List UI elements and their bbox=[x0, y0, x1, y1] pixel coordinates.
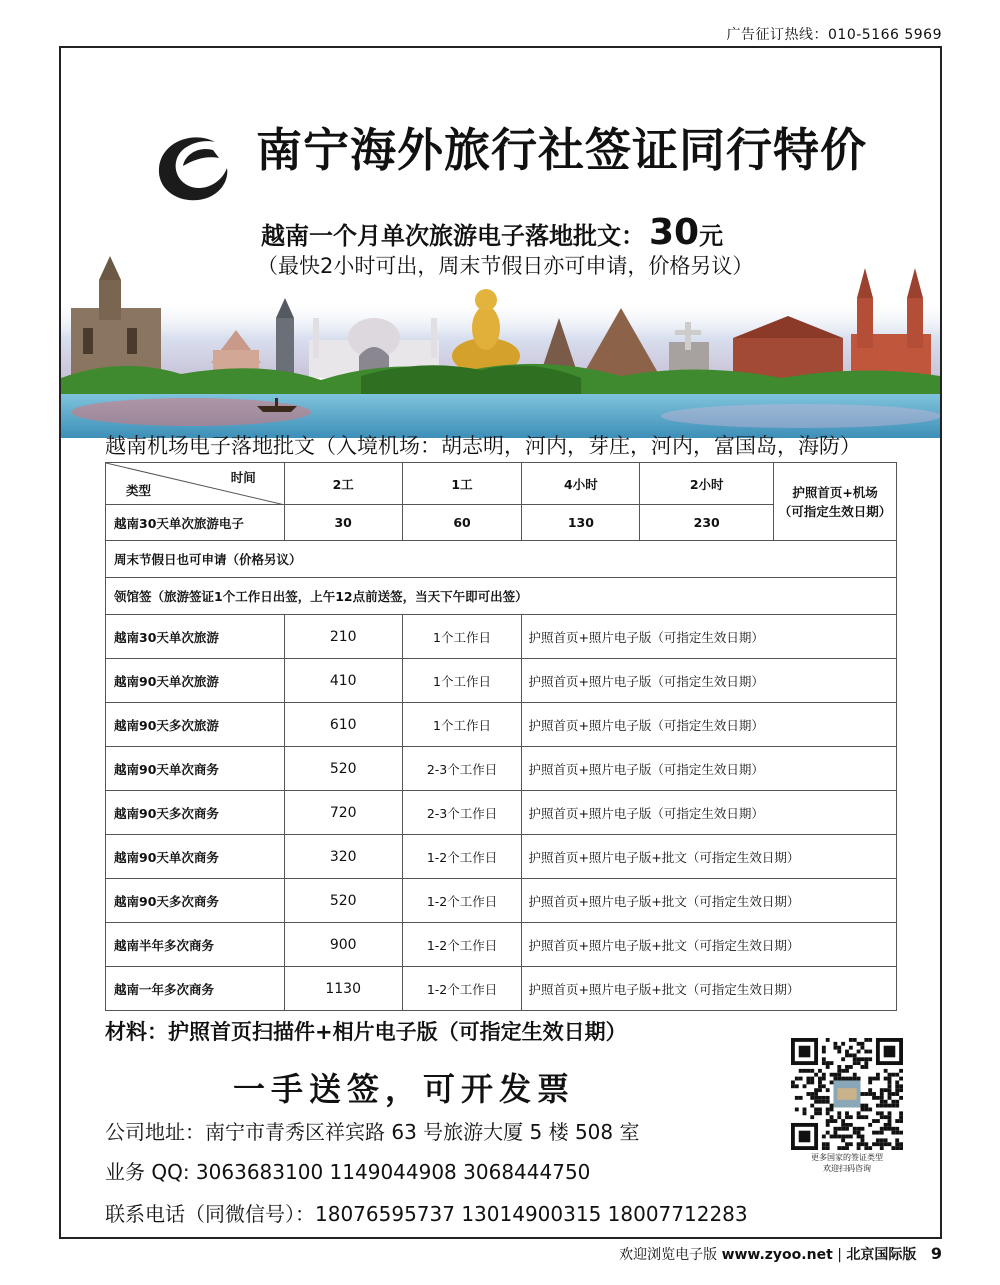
row-price: 610 bbox=[284, 703, 402, 747]
weekend-note: 周末节假日也可申请（价格另议） bbox=[106, 541, 897, 578]
row-time: 1个工作日 bbox=[402, 615, 522, 659]
row-type: 越南半年多次商务 bbox=[106, 923, 285, 967]
row-note: 护照首页+照片电子版（可指定生效日期） bbox=[522, 747, 897, 791]
header-type-label: 类型 bbox=[126, 483, 152, 498]
header-col: 2工 bbox=[284, 463, 402, 505]
agency-logo-icon bbox=[153, 128, 233, 208]
row-note: 护照首页+照片电子版+批文（可指定生效日期） bbox=[522, 967, 897, 1011]
header-col: 4小时 bbox=[522, 463, 640, 505]
table-header-row bbox=[106, 463, 897, 505]
row-time: 1个工作日 bbox=[402, 703, 522, 747]
header-side-note bbox=[774, 463, 897, 541]
table-row bbox=[106, 923, 897, 967]
row-type: 越南30天单次旅游 bbox=[106, 615, 285, 659]
materials-note: 材料：护照首页扫描件+相片电子版（可指定生效日期） bbox=[105, 1020, 627, 1044]
row-time: 2-3个工作日 bbox=[402, 791, 522, 835]
row-type: 越南90天单次旅游 bbox=[106, 659, 285, 703]
headline bbox=[261, 212, 723, 253]
table-row bbox=[106, 659, 897, 703]
qr-caption-line1: 更多国家的签证类型 bbox=[811, 1153, 883, 1162]
row-price: 320 bbox=[284, 835, 402, 879]
slogan: 一手送签，可开发票 bbox=[233, 1070, 576, 1108]
row-time: 1-2个工作日 bbox=[402, 879, 522, 923]
row-note: 护照首页+照片电子版（可指定生效日期） bbox=[522, 615, 897, 659]
consulate-note: 领馆签（旅游签证1个工作日出签，上午12点前送签，当天下午即可出签） bbox=[106, 578, 897, 615]
footer-section: 北京国际版 bbox=[846, 1247, 917, 1263]
qr-caption bbox=[777, 1152, 917, 1174]
table-row bbox=[106, 578, 897, 615]
row-type: 越南90天单次商务 bbox=[106, 835, 285, 879]
row-note: 护照首页+照片电子版（可指定生效日期） bbox=[522, 703, 897, 747]
row-type: 越南30天单次旅游电子 bbox=[106, 505, 285, 541]
header-col: 2小时 bbox=[640, 463, 774, 505]
contact-phone: 联系电话（同微信号）：18076595737 13014900315 18007712283 bbox=[105, 1202, 748, 1226]
row-price: 720 bbox=[284, 791, 402, 835]
headline-unit: 元 bbox=[699, 222, 724, 250]
ad-frame bbox=[59, 46, 942, 1239]
header-time-label: 时间 bbox=[230, 470, 256, 485]
footer-site-link[interactable]: www.zyoo.net bbox=[721, 1247, 833, 1263]
qr-caption-line2: 欢迎扫码咨询 bbox=[823, 1164, 871, 1173]
row-type: 越南90天单次商务 bbox=[106, 747, 285, 791]
row-type: 越南90天多次商务 bbox=[106, 879, 285, 923]
side-note-line1: 护照首页+机场 bbox=[792, 484, 878, 500]
company-address: 公司地址：南宁市青秀区祥宾路 63 号旅游大厦 5 楼 508 室 bbox=[105, 1120, 640, 1144]
table-row bbox=[106, 703, 897, 747]
row-time: 1-2个工作日 bbox=[402, 835, 522, 879]
row-price: 210 bbox=[284, 615, 402, 659]
row-price: 60 bbox=[402, 505, 522, 541]
side-note-line2: （可指定生效日期） bbox=[778, 503, 892, 519]
header-type-time-cell bbox=[106, 463, 285, 505]
page-footer bbox=[619, 1244, 942, 1264]
row-price: 230 bbox=[640, 505, 774, 541]
headline-price: 30 bbox=[649, 212, 700, 253]
row-time: 1个工作日 bbox=[402, 659, 522, 703]
row-price: 30 bbox=[284, 505, 402, 541]
footer-divider: | bbox=[837, 1247, 847, 1263]
ad-hotline: 广告征订热线：010-5166 5969 bbox=[726, 27, 942, 43]
table-row bbox=[106, 835, 897, 879]
row-note: 护照首页+照片电子版（可指定生效日期） bbox=[522, 791, 897, 835]
headline-text: 越南一个月单次旅游电子落地批文： bbox=[261, 222, 645, 250]
row-price: 1130 bbox=[284, 967, 402, 1011]
header-col: 1工 bbox=[402, 463, 522, 505]
qr-code-icon[interactable] bbox=[791, 1038, 903, 1150]
airport-line: 越南机场电子落地批文（入境机场：胡志明，河内，芽庄，河内，富国岛，海防） bbox=[105, 434, 861, 458]
table-row bbox=[106, 967, 897, 1011]
cathedral-left-icon bbox=[71, 256, 161, 376]
row-time: 2-3个工作日 bbox=[402, 747, 522, 791]
row-note: 护照首页+照片电子版+批文（可指定生效日期） bbox=[522, 923, 897, 967]
row-time: 1-2个工作日 bbox=[402, 967, 522, 1011]
row-type: 越南一年多次商务 bbox=[106, 967, 285, 1011]
footer-welcome: 欢迎浏览电子版 bbox=[619, 1247, 718, 1263]
row-note: 护照首页+照片电子版（可指定生效日期） bbox=[522, 659, 897, 703]
table-row bbox=[106, 747, 897, 791]
row-note: 护照首页+照片电子版+批文（可指定生效日期） bbox=[522, 879, 897, 923]
table-row bbox=[106, 541, 897, 578]
row-price: 520 bbox=[284, 879, 402, 923]
visa-price-table bbox=[105, 462, 897, 1011]
row-type: 越南90天多次商务 bbox=[106, 791, 285, 835]
business-qq: 业务 QQ: 3063683100 1149044908 3068444750 bbox=[105, 1160, 591, 1184]
page-number: 9 bbox=[930, 1244, 942, 1263]
brand-title: 南宁海外旅行社签证同行特价 bbox=[256, 123, 867, 177]
table-row bbox=[106, 879, 897, 923]
row-price: 410 bbox=[284, 659, 402, 703]
table-row bbox=[106, 615, 897, 659]
row-time: 1-2个工作日 bbox=[402, 923, 522, 967]
row-type: 越南90天多次旅游 bbox=[106, 703, 285, 747]
headline-subline: （最快2小时可出，周末节假日亦可申请，价格另议） bbox=[257, 254, 754, 278]
row-price: 900 bbox=[284, 923, 402, 967]
row-price: 520 bbox=[284, 747, 402, 791]
table-row bbox=[106, 791, 897, 835]
row-price: 130 bbox=[522, 505, 640, 541]
row-note: 护照首页+照片电子版+批文（可指定生效日期） bbox=[522, 835, 897, 879]
